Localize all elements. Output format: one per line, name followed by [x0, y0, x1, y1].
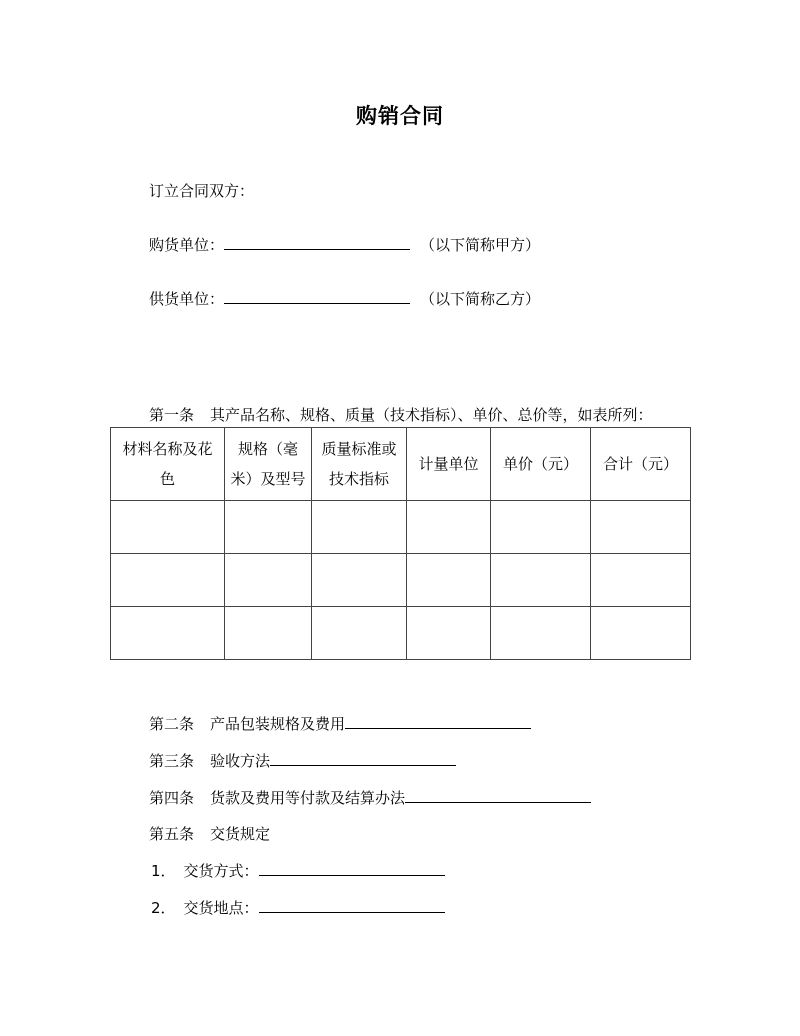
- delivery-method-line: [151, 860, 445, 881]
- header-spec: 规格（毫 米）及型号: [225, 428, 312, 501]
- article-4-number: 第四条: [149, 789, 195, 807]
- delivery-location-blank[interactable]: [259, 900, 445, 913]
- delivery-item-number: 1．: [151, 862, 176, 880]
- article-4: [149, 787, 591, 808]
- article-3-number: 第三条: [149, 752, 195, 770]
- table-cell[interactable]: [225, 554, 312, 607]
- table-cell[interactable]: [407, 554, 491, 607]
- article-3: [149, 750, 456, 771]
- header-material: 材料名称及花 色: [111, 428, 225, 501]
- document-title: 购销合同: [356, 104, 444, 128]
- table-cell[interactable]: [312, 607, 407, 660]
- table-cell[interactable]: [591, 554, 691, 607]
- table-cell[interactable]: [407, 501, 491, 554]
- table-cell[interactable]: [491, 501, 591, 554]
- header-quality: 质量标准或 技术指标: [312, 428, 407, 501]
- delivery-location-line: [151, 897, 445, 918]
- table-row: [111, 554, 691, 607]
- seller-blank[interactable]: [224, 291, 410, 304]
- buyer-blank[interactable]: [224, 237, 410, 250]
- buyer-label: 购货单位：: [149, 236, 225, 254]
- article-2-text: 产品包装规格及费用: [210, 715, 346, 733]
- article-3-blank[interactable]: [270, 753, 456, 766]
- article-5-text: 交货规定: [210, 825, 271, 843]
- article-1-number: 第一条: [149, 406, 195, 424]
- article-1-text: 其产品名称、规格、质量（技术指标）、单价、总价等，如表所列：: [210, 406, 653, 424]
- article-4-blank[interactable]: [405, 790, 591, 803]
- article-2-blank[interactable]: [345, 716, 531, 729]
- table-cell[interactable]: [111, 554, 225, 607]
- header-total: 合计（元）: [591, 428, 691, 501]
- table-cell[interactable]: [491, 554, 591, 607]
- table-cell[interactable]: [111, 607, 225, 660]
- table-cell[interactable]: [407, 607, 491, 660]
- header-unit-price: 单价（元）: [491, 428, 591, 501]
- buyer-line: [149, 234, 540, 255]
- table-cell[interactable]: [111, 501, 225, 554]
- table-cell[interactable]: [491, 607, 591, 660]
- article-1: [149, 404, 653, 425]
- delivery-method-blank[interactable]: [259, 863, 445, 876]
- article-5-number: 第五条: [149, 825, 195, 843]
- table-row: [111, 501, 691, 554]
- seller-line: [149, 288, 540, 309]
- delivery-method-label: 交货方式：: [183, 862, 259, 880]
- product-table: [110, 427, 691, 660]
- article-2-number: 第二条: [149, 715, 195, 733]
- article-2: [149, 713, 531, 734]
- table-cell[interactable]: [312, 501, 407, 554]
- table-row: [111, 607, 691, 660]
- article-5: [149, 823, 270, 844]
- header-unit: 计量单位: [407, 428, 491, 501]
- table-cell[interactable]: [225, 607, 312, 660]
- table-header-row: [111, 428, 691, 501]
- seller-note: （以下简称乙方）: [420, 290, 541, 308]
- article-3-text: 验收方法: [210, 752, 271, 770]
- table-cell[interactable]: [591, 501, 691, 554]
- delivery-location-label: 交货地点：: [183, 899, 259, 917]
- buyer-note: （以下简称甲方）: [420, 236, 541, 254]
- table-cell[interactable]: [591, 607, 691, 660]
- delivery-item-number: 2．: [151, 899, 176, 917]
- table-cell[interactable]: [312, 554, 407, 607]
- seller-label: 供货单位：: [149, 290, 225, 308]
- table-cell[interactable]: [225, 501, 312, 554]
- parties-intro: 订立合同双方：: [149, 182, 255, 200]
- article-4-text: 货款及费用等付款及结算办法: [210, 789, 406, 807]
